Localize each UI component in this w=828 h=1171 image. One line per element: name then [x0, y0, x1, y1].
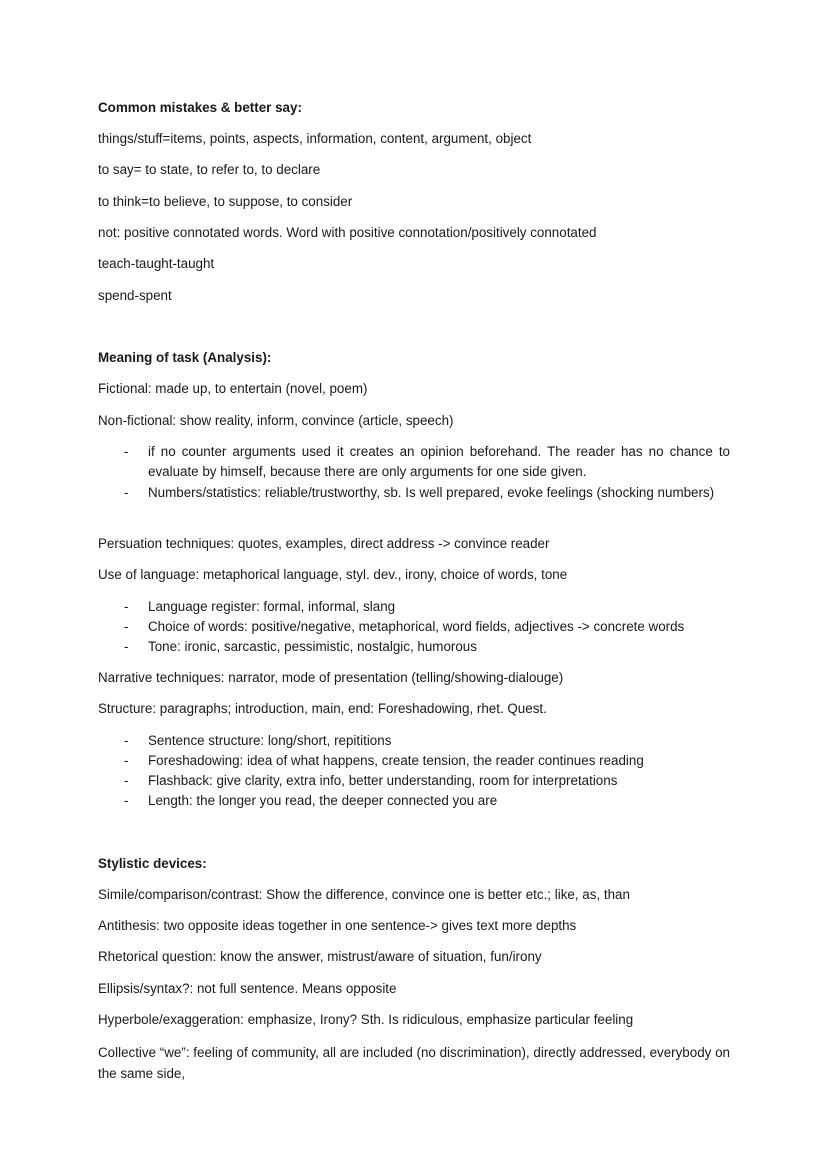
bullet-item: Flashback: give clarity, extra info, better understanding, room for interpretations	[148, 773, 618, 788]
bullet-marker: -	[124, 619, 129, 634]
bullet-item: Tone: ironic, sarcastic, pessimistic, nostalgic, humorous	[148, 639, 477, 654]
text-line: Antithesis: two opposite ideas together in one sentence-> gives text more depths	[98, 918, 577, 933]
section-heading-stylistic-devices: Stylistic devices:	[98, 856, 207, 871]
text-line: Fictional: made up, to entertain (novel, poem)	[98, 381, 368, 396]
bullet-marker: -	[124, 599, 129, 614]
text-line: Ellipsis/syntax?: not full sentence. Means opposite	[98, 981, 397, 996]
bullet-marker: -	[124, 444, 129, 459]
bullet-item: Length: the longer you read, the deeper connected you are	[148, 793, 498, 808]
text-line: Non-fictional: show reality, inform, convince (article, speech)	[98, 413, 454, 428]
text-line: to think=to believe, to suppose, to consider	[98, 194, 353, 209]
bullet-marker: -	[124, 485, 129, 500]
text-line: Persuation techniques: quotes, examples, direct address -> convince reader	[98, 536, 550, 551]
text-line: things/stuff=items, points, aspects, information, content, argument, object	[98, 131, 532, 146]
bullet-item: Sentence structure: long/short, repititions	[148, 733, 392, 748]
bullet-item: Numbers/statistics: reliable/trustworthy, sb. Is well prepared, evoke feelings (shocking numbers)	[148, 485, 715, 500]
bullet-marker: -	[124, 639, 129, 654]
text-line: Structure: paragraphs; introduction, main, end: Foreshadowing, rhet. Quest.	[98, 701, 547, 716]
text-line: not: positive connotated words. Word with positive connotation/positively connotated	[98, 225, 597, 240]
text-line: spend-spent	[98, 288, 172, 303]
text-line: to say= to state, to refer to, to declare	[98, 162, 321, 177]
bullet-item: if no counter arguments used it creates an opinion beforehand. The reader has no chance to evaluate by himself, because there are only arguments for one side given.	[148, 444, 730, 479]
bullet-marker: -	[124, 753, 129, 768]
bullet-marker: -	[124, 773, 129, 788]
section-heading-meaning-of-task: Meaning of task (Analysis):	[98, 350, 272, 365]
bullet-marker: -	[124, 793, 129, 808]
bullet-item: Language register: formal, informal, slang	[148, 599, 396, 614]
text-line: Collective “we”: feeling of community, all are included (no discrimination), directly addressed, everybody on the same side,	[98, 1045, 730, 1081]
text-line: Narrative techniques: narrator, mode of presentation (telling/showing-dialouge)	[98, 670, 564, 685]
bullet-marker: -	[124, 733, 129, 748]
section-heading-common-mistakes: Common mistakes & better say:	[98, 100, 302, 115]
bullet-item: Choice of words: positive/negative, metaphorical, word fields, adjectives -> concrete words	[148, 619, 685, 634]
text-line: Hyperbole/exaggeration: emphasize, Irony? Sth. Is ridiculous, emphasize particular feeling	[98, 1012, 634, 1027]
bullet-item: Foreshadowing: idea of what happens, create tension, the reader continues reading	[148, 753, 644, 768]
text-line: Rhetorical question: know the answer, mistrust/aware of situation, fun/irony	[98, 949, 542, 964]
text-line: Use of language: metaphorical language, styl. dev., irony, choice of words, tone	[98, 567, 568, 582]
text-line: teach-taught-taught	[98, 256, 215, 271]
text-line: Simile/comparison/contrast: Show the difference, convince one is better etc.; like, as, than	[98, 887, 630, 902]
